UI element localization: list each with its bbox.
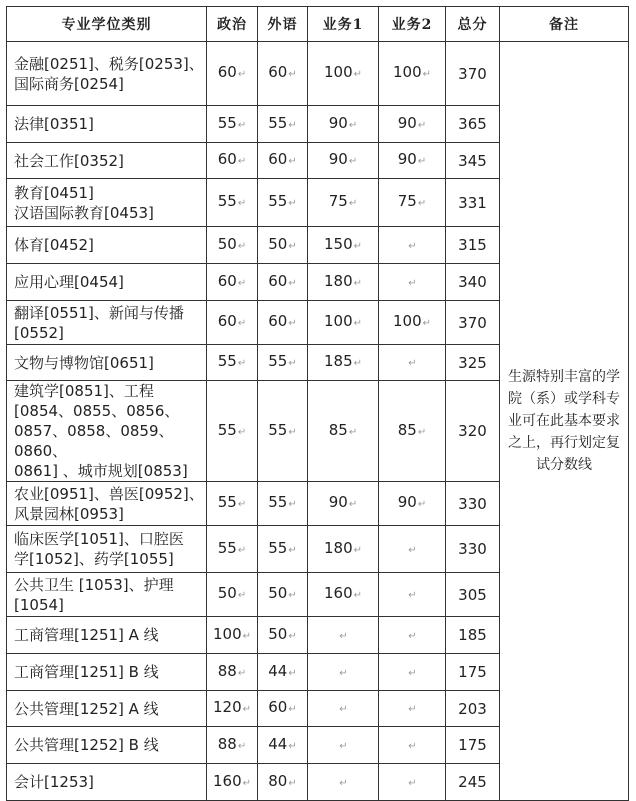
politics-cell [207, 764, 258, 801]
politics-cell [207, 106, 258, 143]
subject1-cell [308, 727, 379, 764]
politics-cell [207, 727, 258, 764]
return-mark-icon: ↵ [339, 667, 348, 679]
subject1-cell [308, 106, 379, 143]
return-mark-icon: ↵ [288, 426, 297, 438]
return-mark-icon: ↵ [242, 630, 252, 642]
category-cell [7, 727, 207, 764]
politics-value: 160 [212, 771, 242, 790]
total-cell [446, 179, 500, 227]
politics-cell [207, 345, 258, 381]
return-mark-icon: ↵ [237, 358, 247, 369]
subject1-value: 180 [323, 538, 353, 557]
category-line: 文物与博物馆[0651] [14, 353, 154, 372]
language-value: 55 [268, 538, 288, 557]
return-mark-icon: ↵ [353, 240, 363, 252]
category-cell [7, 106, 207, 143]
language-value: 55 [268, 420, 288, 439]
politics-value: 120 [212, 698, 242, 716]
category-line: 0861] 、城市规划[0853] [14, 462, 188, 480]
return-mark-icon: ↵ [339, 777, 348, 789]
return-mark-icon: ↵ [353, 318, 363, 329]
subject2-cell [379, 179, 446, 227]
politics-value: 55 [217, 192, 237, 210]
return-mark-icon: ↵ [408, 630, 417, 642]
subject2-value: 100 [392, 63, 422, 81]
subject1-cell [308, 143, 379, 179]
language-cell [258, 381, 308, 482]
subject1-cell [308, 617, 379, 654]
politics-cell [207, 179, 258, 227]
return-mark-icon: ↵ [339, 630, 348, 642]
return-mark-icon: ↵ [288, 667, 297, 679]
category-line: 公共卫生 [1053]、护理 [14, 575, 174, 594]
politics-cell [207, 691, 258, 727]
category-line: 风景园林[0953] [14, 504, 124, 523]
category-cell [7, 42, 207, 106]
category-cell [7, 179, 207, 227]
total-cell [446, 526, 500, 573]
politics-cell [207, 617, 258, 654]
category-cell [7, 617, 207, 654]
return-mark-icon: ↵ [348, 426, 358, 438]
return-mark-icon: ↵ [288, 198, 297, 209]
category-cell [7, 573, 207, 617]
return-mark-icon: ↵ [288, 630, 297, 642]
return-mark-icon: ↵ [353, 358, 363, 369]
subject2-cell [379, 301, 446, 345]
return-mark-icon: ↵ [237, 277, 247, 289]
total-cell [446, 106, 500, 143]
politics-value: 50 [217, 584, 237, 602]
total-value: 175 [458, 736, 487, 754]
politics-cell [207, 526, 258, 573]
total-value: 203 [458, 699, 487, 718]
subject1-value: 150 [323, 234, 353, 253]
language-value: 60 [268, 150, 288, 168]
language-cell [258, 482, 308, 526]
return-mark-icon: ↵ [422, 69, 432, 80]
table-row [7, 42, 629, 106]
language-value: 60 [268, 271, 288, 290]
total-cell [446, 264, 500, 301]
subject2-cell [379, 573, 446, 617]
politics-value: 55 [217, 538, 237, 557]
return-mark-icon: ↵ [408, 277, 417, 289]
subject2-value: 100 [392, 312, 422, 330]
return-mark-icon: ↵ [408, 777, 417, 789]
subject2-value: 85 [397, 420, 417, 439]
category-line: [1054] [14, 595, 64, 614]
politics-cell [207, 143, 258, 179]
total-value: 331 [458, 193, 487, 212]
subject2-cell [379, 727, 446, 764]
subject2-value: 90 [397, 113, 417, 132]
language-value: 60 [268, 63, 288, 81]
language-value: 60 [268, 312, 288, 330]
category-cell [7, 381, 207, 482]
category-line: 金融[0251]、税务[0253]、 [14, 54, 204, 73]
header-subject1: 业务1 [308, 7, 379, 42]
return-mark-icon: ↵ [408, 590, 417, 601]
language-value: 80 [268, 771, 288, 790]
return-mark-icon: ↵ [348, 156, 358, 167]
subject1-cell [308, 573, 379, 617]
language-value: 50 [268, 624, 288, 643]
return-mark-icon: ↵ [237, 590, 247, 601]
language-value: 50 [268, 234, 288, 253]
return-mark-icon: ↵ [417, 156, 427, 167]
category-cell [7, 264, 207, 301]
subject2-cell [379, 482, 446, 526]
politics-cell [207, 301, 258, 345]
subject2-cell [379, 617, 446, 654]
return-mark-icon: ↵ [288, 156, 297, 167]
return-mark-icon: ↵ [237, 667, 247, 679]
category-cell [7, 526, 207, 573]
subject2-cell [379, 345, 446, 381]
total-cell [446, 617, 500, 654]
return-mark-icon: ↵ [417, 119, 427, 131]
subject1-cell [308, 264, 379, 301]
category-cell [7, 654, 207, 691]
subject1-value: 180 [323, 271, 353, 290]
header-subject2: 业务2 [379, 7, 446, 42]
language-cell [258, 573, 308, 617]
return-mark-icon: ↵ [353, 590, 363, 601]
subject1-value: 90 [328, 113, 348, 132]
category-line: 教育[0451] [14, 183, 94, 202]
return-mark-icon: ↵ [408, 704, 417, 715]
subject1-cell [308, 691, 379, 727]
table-body [7, 42, 629, 801]
return-mark-icon: ↵ [422, 318, 432, 329]
return-mark-icon: ↵ [288, 590, 297, 601]
total-cell [446, 727, 500, 764]
category-line: 学[1052]、药学[1055] [14, 550, 174, 568]
total-cell [446, 482, 500, 526]
politics-cell [207, 227, 258, 264]
header-politics: 政治 [207, 7, 258, 42]
return-mark-icon: ↵ [288, 544, 297, 556]
return-mark-icon: ↵ [237, 740, 247, 752]
politics-value: 50 [217, 234, 237, 253]
return-mark-icon: ↵ [288, 119, 297, 131]
politics-value: 88 [217, 734, 237, 753]
return-mark-icon: ↵ [417, 426, 427, 438]
subject2-cell [379, 143, 446, 179]
return-mark-icon: ↵ [288, 704, 297, 715]
category-line: 建筑学[0851]、工程 [14, 382, 154, 400]
return-mark-icon: ↵ [339, 740, 348, 752]
header-row [7, 7, 629, 42]
subject1-cell [308, 345, 379, 381]
score-table [6, 6, 629, 801]
subject1-value: 100 [323, 312, 353, 330]
subject1-value: 85 [328, 420, 348, 439]
category-line: 工商管理[1251] B 线 [14, 663, 159, 681]
category-line: 公共管理[1252] A 线 [14, 699, 159, 718]
subject2-value: 90 [397, 493, 417, 511]
category-cell [7, 345, 207, 381]
language-cell [258, 227, 308, 264]
total-value: 305 [458, 585, 487, 604]
return-mark-icon: ↵ [288, 240, 297, 252]
return-mark-icon: ↵ [237, 426, 247, 438]
note-text: 生源特别丰富的学院（系）或学科专业可在此基本要求之上，再行划定复试分数线 [508, 369, 620, 473]
return-mark-icon: ↵ [417, 499, 427, 510]
return-mark-icon: ↵ [348, 198, 358, 209]
return-mark-icon: ↵ [288, 277, 297, 289]
subject1-cell [308, 301, 379, 345]
total-cell [446, 654, 500, 691]
return-mark-icon: ↵ [348, 119, 358, 131]
return-mark-icon: ↵ [242, 777, 252, 789]
politics-value: 55 [217, 113, 237, 132]
subject1-cell [308, 482, 379, 526]
subject1-cell [308, 764, 379, 801]
total-cell [446, 573, 500, 617]
total-value: 345 [458, 151, 487, 170]
total-value: 370 [458, 64, 487, 83]
header-total: 总分 [446, 7, 500, 42]
category-cell [7, 691, 207, 727]
politics-value: 55 [217, 420, 237, 439]
total-value: 185 [458, 626, 487, 644]
category-cell [7, 227, 207, 264]
category-cell [7, 764, 207, 801]
subject1-cell [308, 42, 379, 106]
language-value: 44 [268, 661, 288, 680]
language-value: 55 [268, 352, 288, 370]
category-line: 0857、0858、0859、0860、 [14, 422, 174, 460]
category-line: 临床医学[1051]、口腔医 [14, 530, 184, 548]
politics-value: 60 [217, 63, 237, 81]
total-cell [446, 764, 500, 801]
category-line: 应用心理[0454] [14, 273, 124, 291]
category-line: 汉语国际教育[0453] [14, 203, 154, 222]
category-cell [7, 482, 207, 526]
language-cell [258, 179, 308, 227]
return-mark-icon: ↵ [417, 198, 427, 209]
total-cell [446, 345, 500, 381]
language-value: 55 [268, 192, 288, 210]
category-cell [7, 143, 207, 179]
subject1-value: 185 [323, 352, 353, 370]
politics-cell [207, 381, 258, 482]
return-mark-icon: ↵ [237, 499, 247, 510]
subject2-cell [379, 764, 446, 801]
category-line: 体育[0452] [14, 236, 94, 254]
subject2-cell [379, 654, 446, 691]
total-cell [446, 691, 500, 727]
header-language: 外语 [258, 7, 308, 42]
politics-value: 55 [217, 493, 237, 511]
subject2-cell [379, 264, 446, 301]
category-line: 社会工作[0352] [14, 151, 124, 170]
category-line: 会计[1253] [14, 773, 94, 791]
subject1-cell [308, 654, 379, 691]
language-cell [258, 301, 308, 345]
subject2-cell [379, 106, 446, 143]
total-cell [446, 227, 500, 264]
total-value: 370 [458, 313, 487, 332]
category-line: 翻译[0551]、新闻与传播 [14, 303, 184, 322]
subject2-cell [379, 691, 446, 727]
language-value: 60 [268, 698, 288, 716]
return-mark-icon: ↵ [237, 119, 247, 131]
return-mark-icon: ↵ [408, 240, 417, 252]
total-value: 245 [458, 773, 487, 791]
total-value: 330 [458, 494, 487, 513]
subject1-cell [308, 227, 379, 264]
return-mark-icon: ↵ [408, 667, 417, 679]
return-mark-icon: ↵ [237, 69, 247, 80]
category-line: 工商管理[1251] A 线 [14, 626, 159, 644]
language-cell [258, 143, 308, 179]
total-cell [446, 381, 500, 482]
total-cell [446, 42, 500, 106]
subject1-value: 75 [328, 192, 348, 210]
return-mark-icon: ↵ [408, 358, 417, 369]
subject2-cell [379, 42, 446, 106]
politics-value: 60 [217, 312, 237, 330]
subject1-cell [308, 526, 379, 573]
politics-value: 60 [217, 150, 237, 168]
total-value: 315 [458, 236, 487, 254]
return-mark-icon: ↵ [288, 499, 297, 510]
total-value: 330 [458, 540, 487, 558]
total-value: 320 [458, 422, 487, 440]
subject2-cell [379, 227, 446, 264]
note-cell [500, 42, 629, 801]
category-cell [7, 301, 207, 345]
header-note: 备注 [500, 7, 629, 42]
return-mark-icon: ↵ [408, 740, 417, 752]
subject1-value: 90 [328, 493, 348, 511]
category-line: 公共管理[1252] B 线 [14, 736, 159, 754]
category-line: 国际商务[0254] [14, 74, 124, 93]
return-mark-icon: ↵ [237, 544, 247, 556]
subject2-value: 75 [397, 192, 417, 210]
language-cell [258, 42, 308, 106]
return-mark-icon: ↵ [353, 277, 363, 289]
return-mark-icon: ↵ [242, 704, 252, 715]
politics-cell [207, 264, 258, 301]
category-line: [0854、0855、0856、 [14, 402, 180, 420]
subject2-value: 90 [397, 150, 417, 168]
total-value: 325 [458, 353, 487, 372]
subject2-cell [379, 381, 446, 482]
return-mark-icon: ↵ [408, 544, 417, 556]
subject1-value: 100 [323, 63, 353, 81]
return-mark-icon: ↵ [339, 704, 348, 715]
header-category: 专业学位类别 [7, 7, 207, 42]
total-cell [446, 143, 500, 179]
politics-cell [207, 42, 258, 106]
language-value: 55 [268, 493, 288, 511]
politics-value: 60 [217, 271, 237, 290]
subject1-cell [308, 179, 379, 227]
return-mark-icon: ↵ [288, 358, 297, 369]
language-value: 44 [268, 734, 288, 753]
subject1-cell [308, 381, 379, 482]
politics-cell [207, 654, 258, 691]
return-mark-icon: ↵ [288, 777, 297, 789]
language-cell [258, 691, 308, 727]
category-line: 法律[0351] [14, 115, 94, 133]
language-cell [258, 764, 308, 801]
return-mark-icon: ↵ [288, 69, 297, 80]
subject1-value: 90 [328, 150, 348, 168]
return-mark-icon: ↵ [237, 156, 247, 167]
total-value: 365 [458, 115, 487, 133]
return-mark-icon: ↵ [288, 740, 297, 752]
total-cell [446, 301, 500, 345]
return-mark-icon: ↵ [353, 544, 363, 556]
subject2-cell [379, 526, 446, 573]
language-value: 55 [268, 113, 288, 132]
category-line: 农业[0951]、兽医[0952]、 [14, 484, 204, 503]
return-mark-icon: ↵ [237, 198, 247, 209]
language-cell [258, 727, 308, 764]
return-mark-icon: ↵ [348, 499, 358, 510]
return-mark-icon: ↵ [237, 240, 247, 252]
total-value: 340 [458, 273, 487, 291]
return-mark-icon: ↵ [237, 318, 247, 329]
language-cell [258, 526, 308, 573]
language-cell [258, 617, 308, 654]
language-cell [258, 106, 308, 143]
politics-value: 55 [217, 352, 237, 370]
language-cell [258, 654, 308, 691]
politics-cell [207, 482, 258, 526]
return-mark-icon: ↵ [353, 69, 363, 80]
politics-cell [207, 573, 258, 617]
return-mark-icon: ↵ [288, 318, 297, 329]
language-value: 50 [268, 584, 288, 602]
category-line: [0552] [14, 323, 64, 342]
language-cell [258, 345, 308, 381]
politics-value: 88 [217, 661, 237, 680]
total-value: 175 [458, 663, 487, 681]
subject1-value: 160 [323, 584, 353, 602]
politics-value: 100 [212, 624, 242, 643]
language-cell [258, 264, 308, 301]
